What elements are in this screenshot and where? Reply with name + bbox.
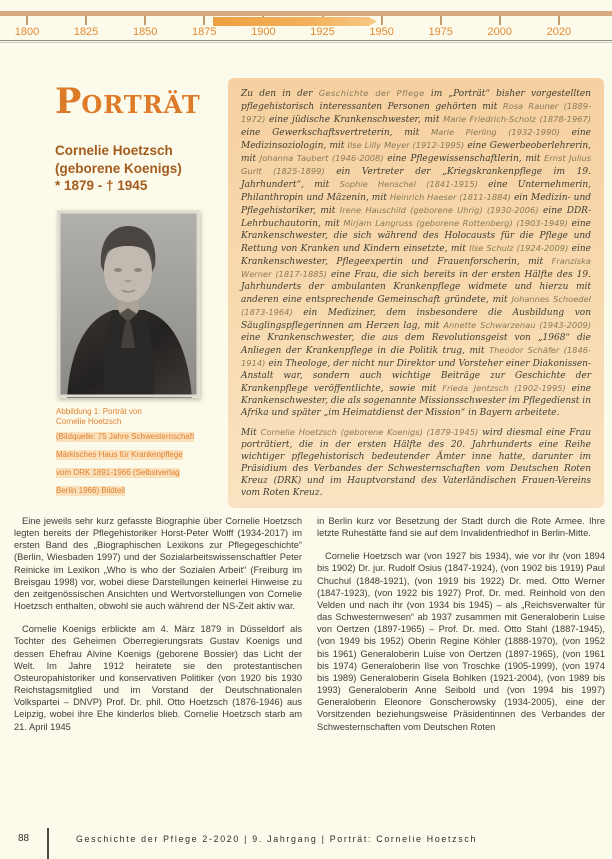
body-paragraph: Cornelie Hoetzsch war (von 1927 bis 1934), wie vor ihr (von 1894 bis 1902) Dr. jur. Rudolf Osius (1847-1924), (von 1902 bis 1919) Paul Chuchul (1848-1921), (von 1919 bis 1922) Dr. med. Otto Werner (1847-1923), (von 1922 bis 1927) Prof. Dr. med. Reinhold von den Velden und nach ihr (von 1934 bis 1945) – als „Reichsverwalter für das Schwesternwesen“ ab 1937 zusammen mit Generaloberin Luise von Oertzen (1897-1965) – Prof. Dr. med. Otto Stahl (1887-1945), (von 1949 bis 1952) Oberin Regine Köhler (1888-1970), (von 1952 bis 1961) Generaloberin Luise von Oertzen (1897-1965), (von 1961 bis 1974) Generaloberin Ilse von Troschke (1905-1999), (von 1974 bis 1989) Generaloberin Gisela Bohlken (1921-2004), (von 1989 bis 1993) Generaloberin Anne Seibold und (von 1994 bis 1997) Generaloberin Eleonore Gonscherowsky (1934-2005), eine der Vorsitzenden beziehungsweise Präsidentinnen des Verbandes der Schwesternschaften vom Deutschen Roten bbox=[317, 551, 605, 732]
timeline-highlight-arrow bbox=[213, 17, 377, 26]
caption-line: Märkisches Haus für Krankenpflege bbox=[56, 450, 183, 460]
caption-line: vom DRK 1891-1966 (Selbstverlag bbox=[56, 468, 180, 478]
caption-line: Cornelie Hoetzsch bbox=[56, 416, 122, 426]
timeline-rule bbox=[0, 40, 612, 41]
timeline-tick bbox=[499, 16, 501, 25]
timeline-year: 1825 bbox=[73, 26, 99, 38]
timeline-year: 1850 bbox=[132, 26, 158, 38]
page-number: 88 bbox=[18, 833, 30, 844]
portrait-photo bbox=[57, 210, 200, 398]
footer-running-title: Geschichte der Pflege 2-2020 | 9. Jahrgang | Porträt: Cornelie Hoetzsch bbox=[76, 834, 478, 844]
sidebar bbox=[55, 81, 215, 195]
timeline-tick bbox=[144, 16, 146, 25]
timeline-years bbox=[0, 26, 612, 40]
caption-line: (Bildquelle: 75 Jahre Schwesternschaft bbox=[56, 432, 195, 442]
caption-line: Berlin 1966) Bildteil bbox=[56, 486, 125, 496]
timeline-tick bbox=[203, 16, 205, 25]
caption-line: Abbildung 1: Porträt von bbox=[56, 407, 142, 416]
footer-divider bbox=[47, 828, 49, 859]
timeline-rule-2 bbox=[0, 42, 612, 43]
photo-caption bbox=[56, 407, 212, 498]
body-paragraph: in Berlin kurz vor Besetzung der Stadt durch die Rote Armee. Ihre letzte Ruhestätte fand sie auf dem Invalidenfriedhof in Berlin-Mitte. bbox=[317, 516, 605, 539]
timeline-year: 1900 bbox=[251, 26, 276, 38]
timeline bbox=[0, 0, 612, 44]
timeline-tick bbox=[85, 16, 87, 25]
timeline-year: 1875 bbox=[192, 26, 217, 38]
timeline-tick bbox=[558, 16, 560, 25]
body-paragraph: Cornelie Koenigs erblickte am 4. März 1879 in Düsseldorf als Tochter des Geheimen Oberregierungsrats Gustav Koenigs und dessen Ehefrau Alvine Koenigs (geborene Bossier) das Licht der Welt. Im Jahre 1912 heiratete sie den protestantischen Osteuropahistoriker und konservativen Politiker (von 1920 bis 1930 Reichstagsmitglied und im Vorstand der Deutschnationalen Volkspartei – DNVP) Prof. Dr. phil. Otto Hoetzsch (1876-1946) aus Leipzig, wobei ihre Ehe kinderlos blieb. Cornelie Hoetzsch starb am 21. April 1945 bbox=[14, 624, 302, 732]
intro-box bbox=[228, 78, 604, 508]
body-paragraph: Eine jeweils sehr kurz gefasste Biographie über Cornelie Hoetzsch legten bereits der Pflegehistoriker Horst-Peter Wolff (1934-2017) im ersten Band des „Biographischen Lexikons zur Pflegegeschichte“ (Berlin, Wiesbaden 1997) und der Sozialarbeitswissenschaftler Peter Reinicke im Lexikon „Who is who der Sozialen Arbeit“ (Freiburg im Breisgau 1998) vor, wobei diese Darstellungen keinerlei Hinweise zu den zeitgenössischen Ansichten und Wertvorstellungen von Cornelie Hoetzsch enthalten, obwohl sie auch während der NS-Zeit aktiv war. bbox=[14, 516, 302, 612]
page-title-initial: P bbox=[55, 81, 82, 122]
article-column-2 bbox=[317, 515, 605, 744]
page-title bbox=[55, 81, 215, 126]
timeline-year: 1800 bbox=[14, 26, 40, 38]
timeline-year: 1975 bbox=[428, 26, 453, 38]
timeline-year: 1950 bbox=[369, 26, 394, 38]
article-column-1 bbox=[14, 515, 302, 744]
timeline-year: 2000 bbox=[487, 26, 513, 38]
intro-paragraph: Zu den in der Geschichte der Pflege im „Porträt“ bisher vorgestellten pflegehistorisch interessanten Personen gehörten mit Rosa Rauner (1889-1972) eine jüdische Krankenschwester, mit Marie Friedrich-Scholz (1878-1967) eine Gewerkschaftsvertreterin, mit Marie Pierling (1932-1990) eine Medizinsoziologin, mit Ilse Lilly Meyer (1912-1995) eine Gewerbeoberlehrerin, mit Johanna Taubert (1946-2008) eine Pflegewissenschaftlerin, mit Ernst Julius Gurlt (1825-1899) ein Vertreter der „Kriegskrankenpflege im 19. Jahrhundert“, mit Sophie Henschel (1841-1915) eine Unternehmerin, Philanthropin und Mäzenin, mit Heinrich Haeser (1811-1884) ein Medizin- und Pflegehistoriker, mit Irene Hauschild (geborene Uhrig) (1930-2006) eine DDR-Lehrbuchautorin, mit Mirjam Langruss (geborene Rottenberg) (1903-1949) eine Krankenschwester, die sich während des Holocausts für die Pflege und Rettung von Kranken und Kindern einsetzte, mit Ilse Schulz (1924-2009) eine Krankenschwester, Pflegeexpertin und Frauenforscherin, mit Franziska Werner (1817-1885) eine Frau, die sich bereits in der ersten Hälfte des 19. Jahrhunderts der ambulanten Krankenpflege widmete und hierzu mit anderen eine entsprechende Gemeinschaft gründete, mit Johannes Schoedel (1873-1964) ein Mediziner, dem insbesondere die Ausbildung von Säuglingspflegerinnen am Herzen lag, mit Annette Schwarzenau (1943-2009) eine Krankenschwester, die aus dem Revolutionsgeist von „1968“ die Anliegen der Krankenpflege in die Politik trug, mit Theodor Schäfer (1846-1914) ein Theologe, der nicht nur Direktor und Vorsteher einer Diakonissen-Anstalt war, sondern auch wichtige Beiträge zur Geschichte der Krankenpflege veröffentlichte, sowie mit Frieda Jentzsch (1902-1995) eine Krankenschwester, die als sogenannte Missionsschwester im Pflegedienst in Afrika und später „im Heimatdienst der Mission“ in Bayern arbeitete. bbox=[241, 88, 592, 418]
page-title-rest: ORTRÄT bbox=[81, 90, 201, 119]
subject-life-dates: * 1879 - † 1945 bbox=[55, 178, 148, 193]
subject-name-line1: Cornelie Hoetzsch bbox=[55, 143, 173, 158]
footer bbox=[0, 828, 612, 859]
intro-paragraph: Mit Cornelie Hoetzsch (geborene Koenigs) (1879-1945) wird diesmal eine Frau porträtiert, die in der ersten Hälfte des 20. Jahrhunderts eine Reihe wichtiger pflegehistorisch bedeutender Ämter inne hatte, darunter im Präsidium des Verbandes der Schwesternschaften vom Deutschen Roten Kreuz (DRK) und im Hauptvorstand des Vaterländischen Frauen-Vereins vom Roten Kreuz. bbox=[241, 427, 591, 498]
timeline-tick bbox=[381, 16, 383, 25]
timeline-tick bbox=[26, 16, 28, 25]
timeline-year: 2020 bbox=[546, 26, 572, 38]
timeline-year: 1925 bbox=[310, 26, 335, 38]
subject-name bbox=[55, 142, 215, 195]
subject-name-line2: (geborene Koenigs) bbox=[55, 160, 182, 176]
timeline-tick bbox=[440, 16, 442, 25]
